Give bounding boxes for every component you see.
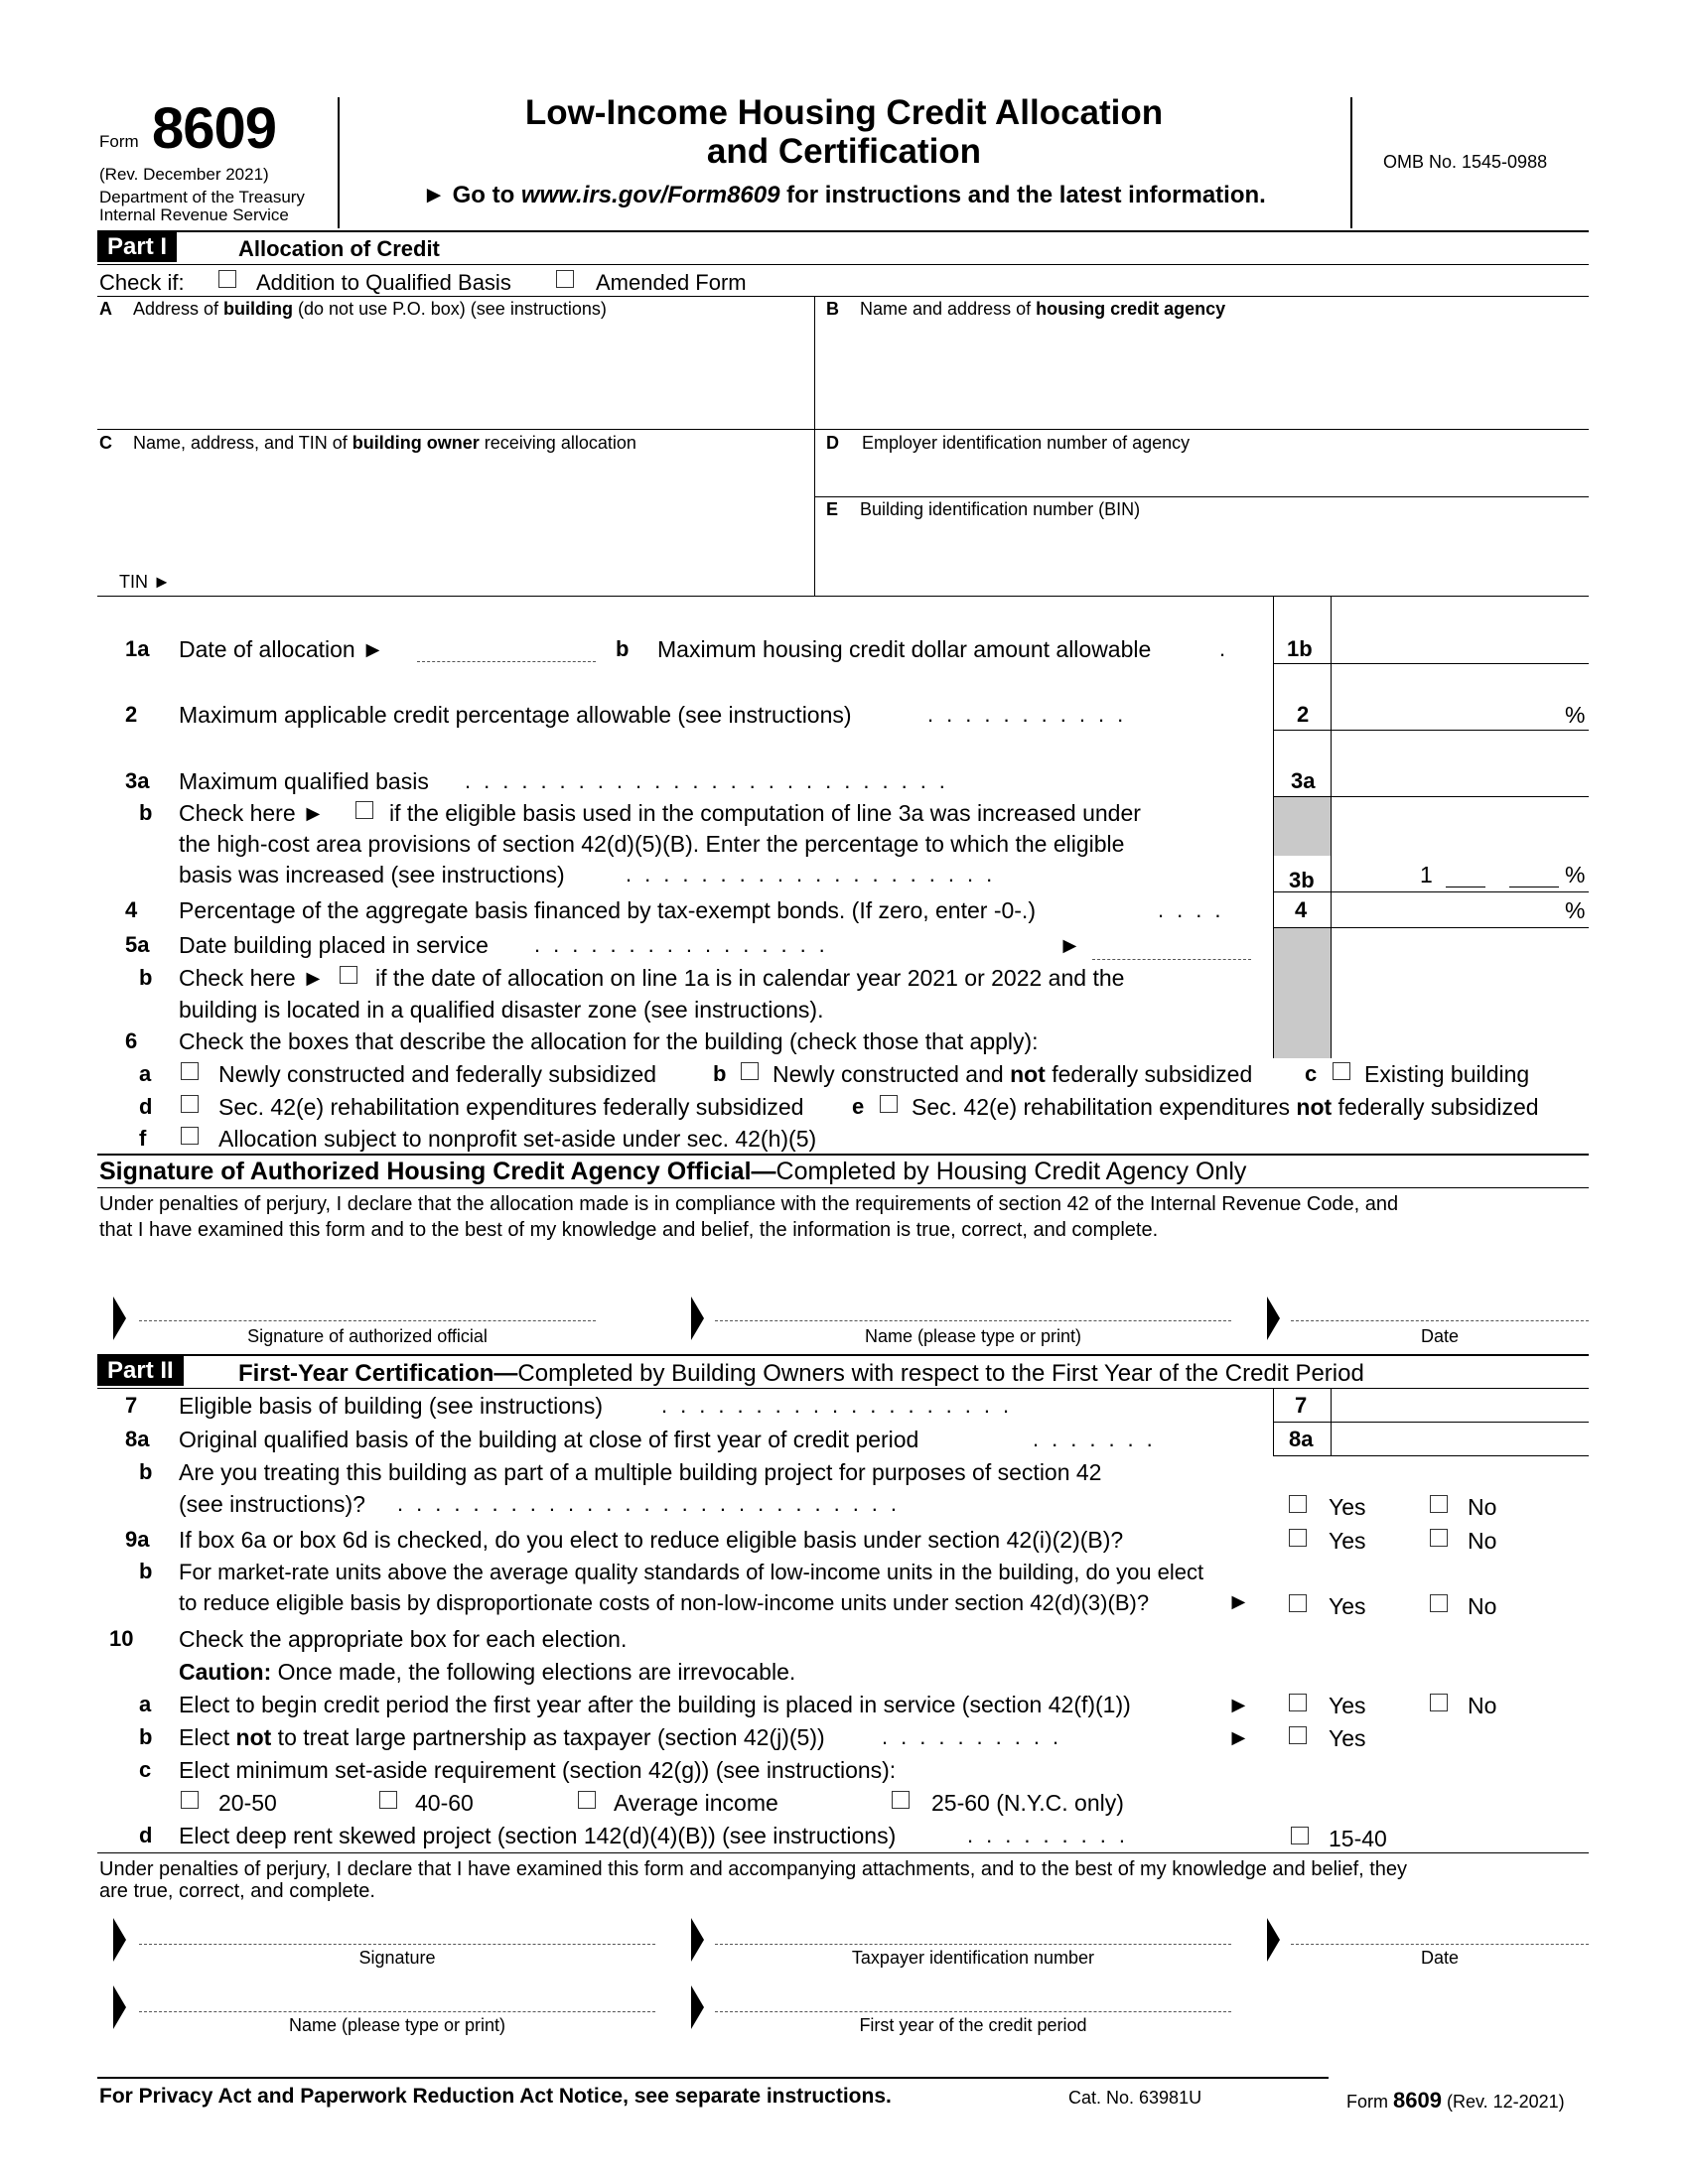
line-3a-box: 3a xyxy=(1291,768,1316,793)
amended-form-label: Amended Form xyxy=(596,270,747,295)
check-if-label: Check if: xyxy=(99,270,185,295)
privacy-notice: For Privacy Act and Paperwork Reduction Act Notice, see separate instructions. xyxy=(99,2085,892,2108)
line-2-box: 2 xyxy=(1297,702,1310,727)
arrow-right-icon: ► xyxy=(1227,1692,1250,1717)
line-2-label: Maximum applicable credit percentage allowable (see instructions) xyxy=(179,702,852,728)
goto-instructions: ► Go to www.irs.gov/Form8609 for instructions and the latest information. xyxy=(422,182,1266,208)
line-7-number: 7 xyxy=(125,1393,138,1418)
arrow-right-icon: ► xyxy=(1058,932,1081,958)
part1-label: Part I xyxy=(97,232,177,262)
line-3b-text-3: basis was increased (see instructions) xyxy=(179,862,565,887)
part2-label: Part II xyxy=(97,1356,184,1386)
line-8b-text-2: (see instructions)? xyxy=(179,1491,365,1517)
line-10d-label: Elect deep rent skewed project (section 142(d)(4)(B)) (see instructions) xyxy=(179,1823,897,1848)
rehab-subsidized-checkbox[interactable] xyxy=(181,1095,199,1113)
line-9b-yes-checkbox[interactable] xyxy=(1289,1594,1307,1612)
original-qualified-basis-input[interactable] xyxy=(1333,1424,1587,1453)
line-5b-letter: b xyxy=(139,965,153,990)
line-9b-text-2: to reduce eligible basis by disproportionate costs of non-low-income units under section 42(d)(3)(B)? xyxy=(179,1590,1150,1615)
field-e-label: Building identification number (BIN) xyxy=(860,499,1141,519)
line-2-number: 2 xyxy=(125,702,138,727)
line-8b-letter: b xyxy=(139,1459,153,1484)
agency-signature-label: Signature of authorized official xyxy=(247,1326,488,1346)
owner-tin-input[interactable] xyxy=(189,568,804,594)
owner-date-label: Date xyxy=(1420,1948,1460,1968)
form-title-line2: and Certification xyxy=(706,132,982,171)
high-cost-percentage-input-1[interactable] xyxy=(1446,860,1485,887)
nonprofit-set-aside-checkbox[interactable] xyxy=(181,1127,199,1145)
form-title-line1: Low-Income Housing Credit Allocation xyxy=(524,93,1164,132)
line-9a-yes-checkbox[interactable] xyxy=(1289,1529,1307,1547)
line-3b-check-here: Check here ► xyxy=(179,800,325,826)
field-d-label: Employer identification number of agency xyxy=(862,433,1191,453)
omb-number: OMB No. 1545-0988 xyxy=(1383,152,1548,172)
line-6b-letter: b xyxy=(713,1061,727,1086)
owner-name-label: Name (please type or print) xyxy=(288,2015,506,2035)
line-3b-text-1: if the eligible basis used in the computation of line 3a was increased under xyxy=(389,800,1141,826)
percent-sign: % xyxy=(1565,862,1586,887)
part1-title: Allocation of Credit xyxy=(238,236,440,261)
line-6f-letter: f xyxy=(139,1126,147,1151)
owner-name-address-input[interactable] xyxy=(97,457,812,566)
percent-sign: % xyxy=(1565,897,1586,923)
max-qualified-basis-input[interactable] xyxy=(1333,764,1587,794)
taxpayer-id-input[interactable] xyxy=(715,1912,1231,1944)
taxpayer-id-label: Taxpayer identification number xyxy=(851,1948,1095,1968)
agency-date-label: Date xyxy=(1420,1326,1460,1346)
line-8b-yes-checkbox[interactable] xyxy=(1289,1495,1307,1513)
agency-date-input[interactable] xyxy=(1291,1291,1589,1320)
line-6d-letter: d xyxy=(139,1094,153,1119)
agency-official-signature-input[interactable] xyxy=(139,1291,596,1320)
signature-arrow-icon xyxy=(691,1985,704,2029)
line-4-label: Percentage of the aggregate basis financed by tax-exempt bonds. (If zero, enter -0-.) xyxy=(179,897,1036,923)
line-6-label: Check the boxes that describe the allocation for the building (check those that apply): xyxy=(179,1028,1039,1054)
owner-signature-input[interactable] xyxy=(139,1912,655,1944)
yes-label: Yes xyxy=(1329,1494,1366,1520)
line-10b-letter: b xyxy=(139,1724,153,1749)
line-7-box: 7 xyxy=(1295,1393,1308,1418)
tin-label: TIN ► xyxy=(119,572,171,592)
set-aside-average-income-checkbox[interactable] xyxy=(578,1791,596,1809)
line-5b-check-here: Check here ► xyxy=(179,965,325,991)
form-word: Form xyxy=(99,132,139,151)
field-b-label: Name and address of housing credit agency xyxy=(860,299,1226,319)
line-9a-number: 9a xyxy=(125,1527,150,1552)
line-1b-letter: b xyxy=(616,636,630,661)
part2-title: First-Year Certification—Completed by Building Owners with respect to the First Year of the Credit Period xyxy=(238,1360,1364,1387)
line-6-number: 6 xyxy=(125,1028,138,1053)
agency-signature-heading: Signature of Authorized Housing Credit Agency Official—Completed by Housing Credit Agency Only xyxy=(99,1158,1247,1185)
eligible-basis-input[interactable] xyxy=(1333,1390,1587,1420)
placed-in-service-date-input[interactable] xyxy=(1092,931,1251,959)
yes-label: Yes xyxy=(1329,1593,1366,1619)
agency-ein-input[interactable] xyxy=(816,457,1589,494)
field-b-letter: B xyxy=(826,299,839,319)
line-10b-yes-checkbox[interactable] xyxy=(1289,1726,1307,1744)
line-4-number: 4 xyxy=(125,897,138,922)
owner-perjury-line1: Under penalties of perjury, I declare that I have examined this form and accompanying attachments, and to the best of my knowledge and belief, they xyxy=(99,1858,1408,1880)
line-10-number: 10 xyxy=(109,1626,134,1651)
no-label: No xyxy=(1468,1528,1497,1554)
newly-constructed-subsidized-checkbox[interactable] xyxy=(181,1062,199,1080)
line-10-label: Check the appropriate box for each election. xyxy=(179,1626,628,1652)
high-cost-percentage-input-2[interactable] xyxy=(1509,860,1559,887)
line-1b-label: Maximum housing credit dollar amount allowable xyxy=(657,636,1152,662)
line-5a-number: 5a xyxy=(125,932,150,957)
arrow-right-icon: ► xyxy=(302,800,325,826)
signature-arrow-icon xyxy=(691,1297,704,1340)
line-8a-box: 8a xyxy=(1289,1427,1314,1451)
owner-perjury-line2: are true, correct, and complete. xyxy=(99,1880,375,1902)
field-c-letter: C xyxy=(99,433,112,453)
building-address-input[interactable] xyxy=(97,322,812,427)
no-label: No xyxy=(1468,1494,1497,1520)
disaster-zone-checkbox[interactable] xyxy=(340,966,357,984)
line-8a-number: 8a xyxy=(125,1427,150,1451)
percent-sign: % xyxy=(1565,702,1586,728)
tax-exempt-bonds-percentage-input[interactable] xyxy=(1333,893,1561,923)
deep-rent-skewed-15-40-label: 15-40 xyxy=(1329,1826,1387,1851)
field-a-letter: A xyxy=(99,299,112,319)
line-3b-box: 3b xyxy=(1289,868,1315,892)
set-aside-average-income-label: Average income xyxy=(614,1790,778,1816)
line-10a-no-checkbox[interactable] xyxy=(1430,1694,1448,1711)
line-9a-label: If box 6a or box 6d is checked, do you elect to reduce eligible basis under section 42(i)(2)(B)? xyxy=(179,1527,1124,1553)
no-label: No xyxy=(1468,1693,1497,1718)
field-a-label: Address of building (do not use P.O. box) (see instructions) xyxy=(133,299,607,319)
arrow-right-icon: ► xyxy=(302,965,325,991)
line-6d-label: Sec. 42(e) rehabilitation expenditures federally subsidized xyxy=(218,1094,804,1120)
line-9a-no-checkbox[interactable] xyxy=(1430,1529,1448,1547)
existing-building-checkbox[interactable] xyxy=(1333,1062,1350,1080)
field-c-label: Name, address, and TIN of building owner receiving allocation xyxy=(133,433,636,453)
agency-name-label: Name (please type or print) xyxy=(864,1326,1082,1346)
addition-qualified-basis-label: Addition to Qualified Basis xyxy=(256,270,511,295)
signature-arrow-icon xyxy=(691,1918,704,1962)
set-aside-20-50-label: 20-50 xyxy=(218,1790,277,1816)
line-3a-number: 3a xyxy=(125,768,150,793)
first-year-credit-period-input[interactable] xyxy=(715,1979,1231,2011)
date-of-allocation-input[interactable] xyxy=(417,633,596,661)
line-8a-label: Original qualified basis of the building at close of first year of credit period xyxy=(179,1427,919,1452)
set-aside-25-60-checkbox[interactable] xyxy=(892,1791,910,1809)
department: Department of the Treasury xyxy=(99,188,305,206)
bin-input[interactable] xyxy=(816,524,1589,594)
agency-perjury-line2: that I have examined this form and to the best of my knowledge and belief, the information is true, correct, and complete. xyxy=(99,1219,1159,1241)
max-credit-amount-input[interactable] xyxy=(1333,633,1587,661)
no-label: No xyxy=(1468,1593,1497,1619)
line-10a-yes-checkbox[interactable] xyxy=(1289,1694,1307,1711)
line-5b-text-2: building is located in a qualified disaster zone (see instructions). xyxy=(179,997,824,1023)
owner-signature-label: Signature xyxy=(358,1948,436,1968)
signature-arrow-icon xyxy=(1267,1918,1280,1962)
arrow-right-icon: ► xyxy=(1227,1724,1250,1750)
form-number: 8609 xyxy=(152,96,277,161)
yes-label: Yes xyxy=(1329,1725,1366,1751)
line-3b-letter: b xyxy=(139,800,153,825)
line-6e-letter: e xyxy=(852,1094,865,1119)
line-10d-letter: d xyxy=(139,1823,153,1847)
signature-arrow-icon xyxy=(1267,1297,1280,1340)
line-3b-text-2: the high-cost area provisions of section 42(d)(5)(B). Enter the percentage to which the eligible xyxy=(179,831,1125,857)
line-4-box: 4 xyxy=(1295,897,1308,922)
irs-label: Internal Revenue Service xyxy=(99,205,289,224)
line-9b-no-checkbox[interactable] xyxy=(1430,1594,1448,1612)
form-revision: (Rev. December 2021) xyxy=(99,165,269,184)
line-6c-letter: c xyxy=(1305,1061,1318,1086)
owner-name-input[interactable] xyxy=(139,1979,655,2011)
line-8b-text-1: Are you treating this building as part of a multiple building project for purposes of section 42 xyxy=(179,1459,1102,1485)
shaded-area xyxy=(1274,796,1331,856)
signature-arrow-icon xyxy=(113,1985,126,2029)
catalog-number: Cat. No. 63981U xyxy=(1068,2088,1202,2108)
set-aside-40-60-label: 40-60 xyxy=(415,1790,474,1816)
line-6e-label: Sec. 42(e) rehabilitation expenditures not federally subsidized xyxy=(912,1094,1539,1120)
line-8b-no-checkbox[interactable] xyxy=(1430,1495,1448,1513)
line-10c-label: Elect minimum set-aside requirement (section 42(g)) (see instructions): xyxy=(179,1757,897,1783)
set-aside-40-60-checkbox[interactable] xyxy=(379,1791,397,1809)
set-aside-20-50-checkbox[interactable] xyxy=(181,1791,199,1809)
shaded-area xyxy=(1274,927,1331,1058)
agency-official-name-input[interactable] xyxy=(715,1291,1231,1320)
amended-form-checkbox[interactable] xyxy=(556,270,574,288)
line-6b-label: Newly constructed and not federally subsidized xyxy=(773,1061,1253,1087)
line-7-label: Eligible basis of building (see instructions) xyxy=(179,1393,603,1419)
arrow-right-icon: ► xyxy=(153,572,171,592)
line-3a-label: Maximum qualified basis xyxy=(179,768,429,794)
signature-arrow-icon xyxy=(113,1918,126,1962)
signature-arrow-icon xyxy=(113,1297,126,1340)
line-6c-label: Existing building xyxy=(1364,1061,1530,1087)
high-cost-area-checkbox[interactable] xyxy=(355,801,373,819)
owner-date-input[interactable] xyxy=(1291,1912,1589,1944)
line-10b-label: Elect not to treat large partnership as taxpayer (section 42(j)(5)) xyxy=(179,1724,825,1750)
line-9b-text-1: For market-rate units above the average quality standards of low-income units in the building, do you elect xyxy=(179,1560,1204,1584)
yes-label: Yes xyxy=(1329,1693,1366,1718)
arrow-right-icon: ► xyxy=(361,636,384,662)
addition-qualified-basis-checkbox[interactable] xyxy=(218,270,236,288)
caution-text: Caution: Once made, the following elections are irrevocable. xyxy=(179,1659,796,1685)
line-3b-one: 1 xyxy=(1420,862,1433,887)
line-10a-label: Elect to begin credit period the first year after the building is placed in service (section 42(f)(1)) xyxy=(179,1692,1131,1717)
deep-rent-skewed-15-40-checkbox[interactable] xyxy=(1291,1827,1309,1844)
footer-form-id: Form 8609 (Rev. 12-2021) xyxy=(1346,2088,1565,2113)
first-year-credit-period-label: First year of the credit period xyxy=(859,2015,1087,2035)
line-10a-letter: a xyxy=(139,1692,152,1716)
agency-name-address-input[interactable] xyxy=(816,322,1589,427)
line-1b-box: 1b xyxy=(1287,636,1313,661)
max-credit-percentage-input[interactable] xyxy=(1333,698,1561,728)
line-5a-label: Date building placed in service xyxy=(179,932,489,958)
arrow-right-icon: ► xyxy=(422,182,446,208)
line-6a-label: Newly constructed and federally subsidized xyxy=(218,1061,657,1087)
field-d-letter: D xyxy=(826,433,839,453)
line-9b-letter: b xyxy=(139,1559,153,1583)
irs-url-link[interactable]: www.irs.gov/Form8609 xyxy=(520,182,780,208)
line-1a-label: Date of allocation ► xyxy=(179,636,384,662)
line-5b-text-1: if the date of allocation on line 1a is in calendar year 2021 or 2022 and the xyxy=(375,965,1125,991)
line-6f-label: Allocation subject to nonprofit set-aside under sec. 42(h)(5) xyxy=(218,1126,817,1152)
line-1a-number: 1a xyxy=(125,636,150,661)
agency-perjury-line1: Under penalties of perjury, I declare that the allocation made is in compliance with the requirements of section 42 of the Internal Revenue Code, and xyxy=(99,1193,1399,1215)
newly-constructed-not-subsidized-checkbox[interactable] xyxy=(741,1062,759,1080)
field-e-letter: E xyxy=(826,499,839,519)
arrow-right-icon: ► xyxy=(1227,1588,1250,1614)
yes-label: Yes xyxy=(1329,1528,1366,1554)
rehab-not-subsidized-checkbox[interactable] xyxy=(880,1095,898,1113)
line-10c-letter: c xyxy=(139,1757,152,1782)
set-aside-25-60-label: 25-60 (N.Y.C. only) xyxy=(931,1790,1124,1816)
line-6a-letter: a xyxy=(139,1061,152,1086)
